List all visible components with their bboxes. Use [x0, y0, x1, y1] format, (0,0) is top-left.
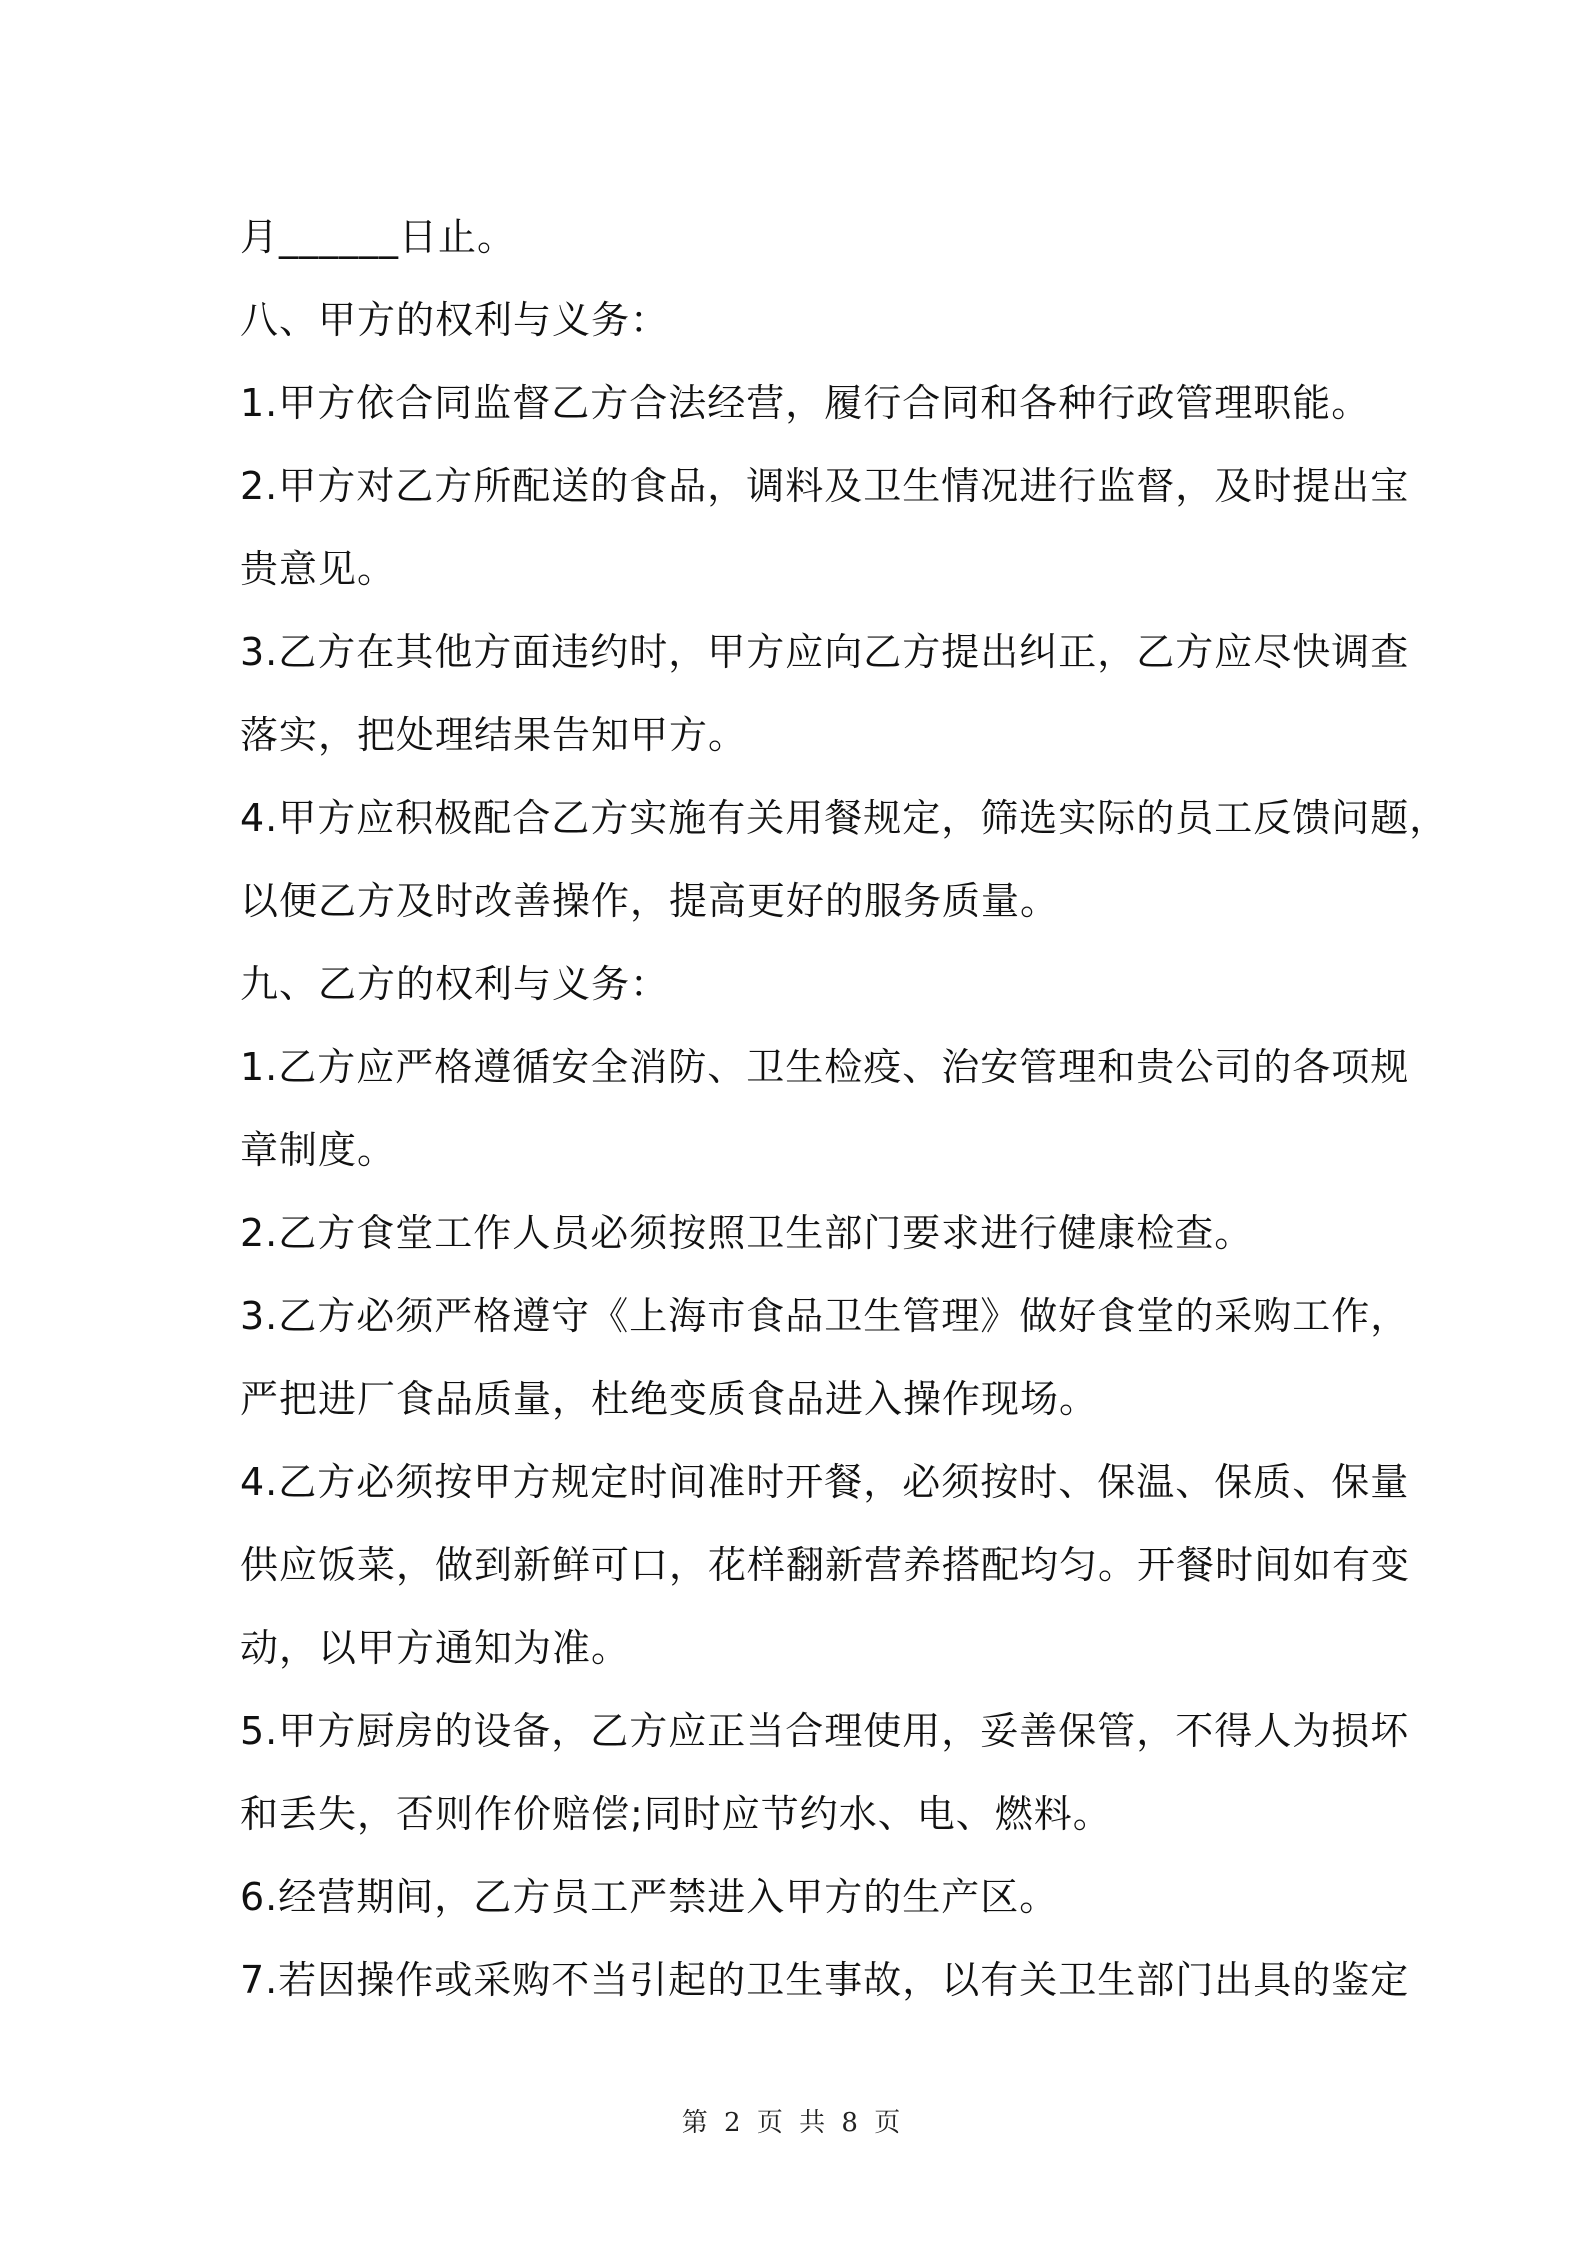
text-line: 2.乙方食堂工作人员必须按照卫生部门要求进行健康检查。: [240, 1211, 1254, 1255]
section-heading: 九、乙方的权利与义务：: [240, 962, 670, 1006]
section-heading: 八、甲方的权利与义务：: [240, 298, 670, 342]
text-line: 落实，把处理结果告知甲方。: [240, 713, 748, 757]
text-line: 2.甲方对乙方所配送的食品，调料及卫生情况进行监督，及时提出宝: [240, 464, 1410, 508]
text-line: 5.甲方厨房的设备，乙方应正当合理使用，妥善保管，不得人为损坏: [240, 1709, 1410, 1753]
text-line: 4.甲方应积极配合乙方实施有关用餐规定，筛选实际的员工反馈问题，: [240, 796, 1449, 840]
text-line: 章制度。: [240, 1128, 397, 1172]
text-line: 严把进厂食品质量，杜绝变质食品进入操作现场。: [240, 1377, 1099, 1421]
text-line: 1.甲方依合同监督乙方合法经营，履行合同和各种行政管理职能。: [240, 381, 1371, 425]
text-line: 供应饭菜，做到新鲜可口，花样翻新营养搭配均匀。开餐时间如有变: [240, 1543, 1411, 1587]
text-line: 3.乙方必须严格遵守《上海市食品卫生管理》做好食堂的采购工作，: [240, 1294, 1410, 1338]
page-number-footer: 第 2 页 共 8 页: [681, 2108, 905, 2138]
text-line: 4.乙方必须按甲方规定时间准时开餐，必须按时、保温、保质、保量: [240, 1460, 1410, 1504]
text-line: 以便乙方及时改善操作，提高更好的服务质量。: [240, 879, 1060, 923]
text-line: 3.乙方在其他方面违约时，甲方应向乙方提出纠正，乙方应尽快调查: [240, 630, 1410, 674]
document-body: [240, 196, 1449, 2022]
text-line: 7.若因操作或采购不当引起的卫生事故，以有关卫生部门出具的鉴定: [240, 1958, 1410, 2002]
text-line: 1.乙方应严格遵循安全消防、卫生检疫、治安管理和贵公司的各项规: [240, 1045, 1410, 1089]
text-line: 月______日止。: [240, 215, 517, 259]
text-line: 动，以甲方通知为准。: [240, 1626, 631, 1670]
text-line: 贵意见。: [240, 547, 397, 591]
text-line: 和丢失，否则作价赔偿;同时应节约水、电、燃料。: [240, 1792, 1112, 1836]
text-line: 6.经营期间，乙方员工严禁进入甲方的生产区。: [240, 1875, 1059, 1919]
